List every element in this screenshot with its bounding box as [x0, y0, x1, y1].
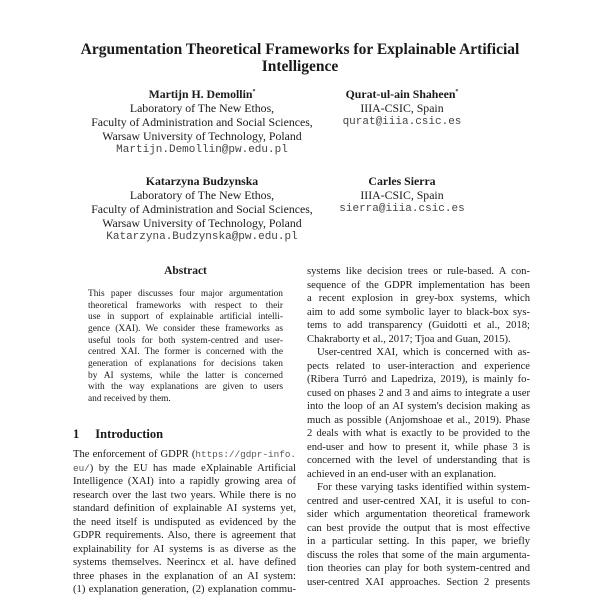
paragraph-line: concerned with the level of understanding that is	[307, 455, 530, 467]
intro-line: the need itself is undisputed as evidenced by the	[73, 516, 296, 528]
abstract-line: by AI systems, while the latter is concerned	[88, 370, 283, 381]
intro-line: research over the last two years. While there is no	[73, 489, 296, 501]
abstract-line: This paper discusses four major argumentation	[88, 288, 283, 299]
paragraph-line: achieved in an end-user with an explanation.	[307, 468, 497, 480]
text-run: The enforcement of GDPR (	[73, 449, 196, 461]
intro-line: explainability for AI systems is as diverse as the	[73, 543, 296, 555]
paragraph-line: much as possible (Anjomshoae et al., 2019). Phase	[307, 414, 530, 426]
paragraph-line: user-centred XAI approaches. Section 2 presents	[307, 576, 530, 588]
author-block	[322, 174, 482, 216]
intro-line: three phases in the explanation of an AI system:	[73, 570, 296, 582]
paragraph-line: User-centred XAI, which is concerned with as-	[317, 347, 530, 359]
intro-line: standard definition of explainable AI systems yet,	[73, 503, 296, 515]
title-line: Argumentation Theoretical Frameworks for Explainable Artificial	[80, 41, 520, 58]
paragraph-line: pects related to user-interaction and experience	[307, 360, 530, 372]
abstract-line: gence (XAI). We consider these frameworks as	[88, 323, 283, 334]
author-block	[82, 85, 322, 157]
paragraph-line: cused on phases 2 and 3 and aims to integrate a user	[307, 387, 530, 399]
paragraph-line: 2 deals with what is exactly to be provided to the	[307, 428, 530, 440]
abstract-line: use in support of explainable artificial intelli-	[88, 312, 283, 323]
section-title: Introduction	[95, 427, 164, 441]
author-block	[82, 174, 322, 244]
paragraph-line: For these varying tasks identified within system-	[317, 482, 530, 494]
intro-line: (1) explanation generation, (2) explanation commu-	[73, 584, 296, 596]
author-name: Carles Sierra	[368, 174, 436, 188]
author-affiliation: IIIA-CSIC, Spain	[360, 188, 444, 202]
paragraph-line: tems to add transparency (Guidotti et al., 2018;	[307, 320, 530, 332]
section-heading	[73, 427, 163, 442]
paragraph-line: sider which argumentation theoretical framework	[307, 509, 530, 521]
author-affiliation: Laboratory of The New Ethos,	[129, 100, 275, 115]
paragraph-line: into the loop of an AI system's decision making as	[307, 401, 530, 413]
paragraph-line: end-user and how to present it, while phase 3 is	[307, 441, 530, 453]
intro-line: systems themselves. Neerincx et al. have defined	[73, 557, 296, 569]
author-name: Katarzyna Budzynska	[145, 174, 259, 188]
author-affiliation: Faculty of Administration and Social Sciences,	[91, 114, 313, 129]
paragraph-line: aim to add some symbolic layer to black-box sys-	[307, 306, 530, 318]
paragraph-line: discuss the roles that some of the main argumenta-	[307, 549, 530, 561]
author-block	[322, 85, 482, 129]
author-email[interactable]: Martijn.Demollin@pw.edu.pl	[116, 143, 288, 156]
author-affiliation: Laboratory of The New Ethos,	[129, 188, 275, 202]
abstract-line: and received by them.	[88, 394, 171, 405]
author-affiliation: Warsaw University of Technology, Poland	[102, 128, 302, 143]
paragraph-line: sequence of the GDPR implementation has been	[307, 279, 530, 291]
author-name: Martijn H. Demollin*	[148, 86, 256, 101]
abstract-line: generation of explanations for decisions taken	[88, 359, 283, 370]
url-link[interactable]: eu/	[73, 462, 90, 474]
title-line: Intelligence	[261, 58, 339, 75]
paragraph-line: Chakraborty et al., 2017; Tjoa and Guan, 2015).	[307, 333, 511, 345]
intro-line: GDPR requirements. Also, there is agreement that	[73, 530, 296, 542]
paper-title	[0, 41, 600, 75]
intro-line: Intelligence (XAI) into a rapidly growing area of	[73, 476, 296, 488]
abstract-line: useful tools for both system-centred and user-	[88, 335, 283, 346]
paragraph-line: centred and user-centred XAI, it is useful to con-	[307, 495, 530, 507]
author-name: Qurat-ul-ain Shaheen*	[345, 86, 459, 101]
author-affiliation: IIIA-CSIC, Spain	[360, 100, 444, 115]
section-number: 1	[73, 427, 80, 441]
url-link[interactable]: https://gdpr-info.	[195, 449, 296, 461]
author-email[interactable]: sierra@iiia.csic.es	[339, 203, 465, 215]
author-affiliation: Faculty of Administration and Social Sciences,	[91, 202, 313, 216]
paragraph-line: tion theories can play for both system-centred and	[307, 563, 530, 575]
author-affiliation: Warsaw University of Technology, Poland	[102, 216, 302, 230]
paragraph-line: can best provide the output that is most effective	[307, 522, 530, 534]
author-email[interactable]: Katarzyna.Budzynska@pw.edu.pl	[106, 231, 298, 243]
paragraph-line: in a particular setting. In this paper, we briefly	[307, 536, 530, 548]
abstract-heading: Abstract	[164, 265, 207, 277]
abstract-line: centred XAI. The former is concerned with the	[88, 347, 283, 358]
text-run: ) by the EU has made eXplainable Artificial	[89, 462, 296, 474]
paragraph-line: systems like decision trees or rule-based. A con-	[307, 266, 530, 278]
abstract-line: with the way explanations are given to users	[88, 382, 283, 393]
intro-line	[73, 449, 296, 460]
abstract-line: theoretical frameworks with respect to their	[88, 300, 283, 311]
author-email[interactable]: qurat@iiia.csic.es	[342, 115, 462, 128]
intro-line	[73, 463, 296, 474]
paragraph-line: a recent explosion in grey-box systems, which	[307, 293, 530, 305]
paragraph-line: (Ribera Turró and Lapedriza, 2019), is mainly fo-	[307, 374, 530, 386]
